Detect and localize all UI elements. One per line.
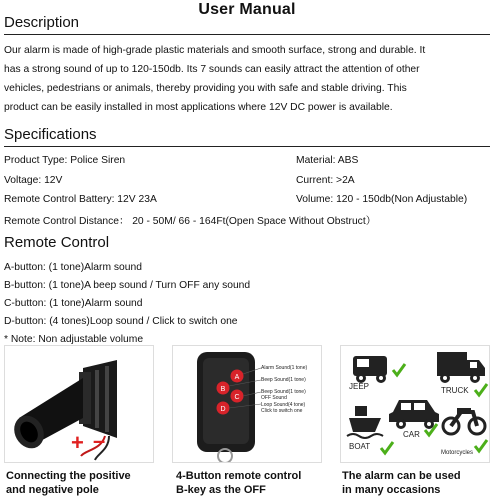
spec-material: Material: ABS (296, 155, 359, 166)
specifications-divider (4, 146, 490, 147)
remote-control-heading: Remote Control (4, 234, 110, 251)
description-line: product can be easily installed in most applications where 12V DC power is available. (4, 102, 393, 113)
description-divider (4, 34, 490, 35)
occasion-motorcycles-label: Motorcycles (441, 450, 474, 456)
remote-label-d-group (261, 402, 305, 414)
positive-pole-symbol: + (71, 430, 84, 455)
occasion-truck-label: TRUCK (441, 386, 469, 395)
remote-label-b2-group (261, 389, 306, 401)
remote-b-button: B-button: (1 tone)A beep sound / Turn OFF any sound (4, 280, 251, 291)
negative-pole-symbol: – (93, 428, 106, 453)
remote-d-button: D-button: (4 tones)Loop sound / Click to switch one (4, 316, 238, 327)
remote-a-button: A-button: (1 tone)Alarm sound (4, 262, 142, 273)
spec-volume: Volume: 120 - 150db(Non Adjustable) (296, 194, 468, 205)
remote-label-a: Alarm Sound(1 tone) (261, 365, 308, 371)
description-line: vehicles, pedestrians or animals, thereby providing you with safe and stable driving. This (4, 83, 407, 94)
motorcycle-icon (443, 408, 485, 434)
spec-distance: Remote Control Distance： 20 - 50M/ 66 - 164Ft(Open Space Without Obstruct） (4, 216, 376, 227)
occasions-caption-line1: The alarm can be used (342, 470, 461, 482)
boat-icon (347, 406, 383, 438)
siren-caption-line1: Connecting the positive (6, 470, 131, 482)
jeep-icon (353, 356, 387, 383)
occasion-jeep-label: JEEP (349, 382, 370, 391)
remote-label-b1: Beep Sound(1 tone) (261, 377, 306, 383)
remote-key-c-label: C (234, 394, 240, 401)
truck-icon (437, 352, 485, 383)
occasions-image-panel (340, 345, 490, 463)
remote-image-panel (172, 345, 322, 463)
occasions-caption-line2: in many occasions (342, 484, 441, 496)
check-icon (381, 442, 393, 453)
description-line: Our alarm is made of high-grade plastic materials and smooth surface, strong and durable. It (4, 45, 426, 56)
siren-image-panel (4, 345, 154, 463)
car-icon (389, 400, 439, 429)
remote-key-d-label: D (220, 406, 226, 413)
volume-note: * Note: Non adjustable volume (4, 334, 144, 345)
description-line: has a strong sound of up to 120-150db. Its 7 sounds can easily attract the attention of other (4, 64, 420, 75)
remote-label-d2: Click to switch one (261, 408, 303, 414)
spec-battery: Remote Control Battery: 12V 23A (4, 194, 157, 205)
occasion-boat-label: BOAT (349, 442, 371, 451)
remote-caption-line2: B-key as the OFF (176, 484, 266, 496)
occasion-car-label: CAR (403, 430, 420, 439)
remote-c-button: C-button: (1 tone)Alarm sound (4, 298, 143, 309)
remote-label-b3: OFF Sound (261, 395, 287, 401)
siren-caption-line2: and negative pole (6, 484, 99, 496)
remote-label-b2: Beep Sound(1 tone) (261, 389, 306, 395)
spec-current: Current: >2A (296, 175, 355, 186)
description-heading: Description (4, 14, 80, 31)
remote-key-b-label: B (220, 386, 226, 393)
specifications-heading: Specifications (4, 126, 97, 143)
spec-product-type: Product Type: Police Siren (4, 155, 126, 166)
description-text (4, 41, 492, 117)
check-icon (393, 364, 405, 375)
remote-key-a-label: A (234, 374, 240, 381)
check-icon (475, 440, 487, 451)
page-title: User Manual (198, 1, 296, 18)
check-icon (475, 384, 487, 395)
spec-voltage: Voltage: 12V (4, 175, 63, 186)
remote-label-d1: Loop Sound(4 tone) (261, 402, 306, 408)
remote-caption-line1: 4-Button remote control (176, 470, 302, 482)
